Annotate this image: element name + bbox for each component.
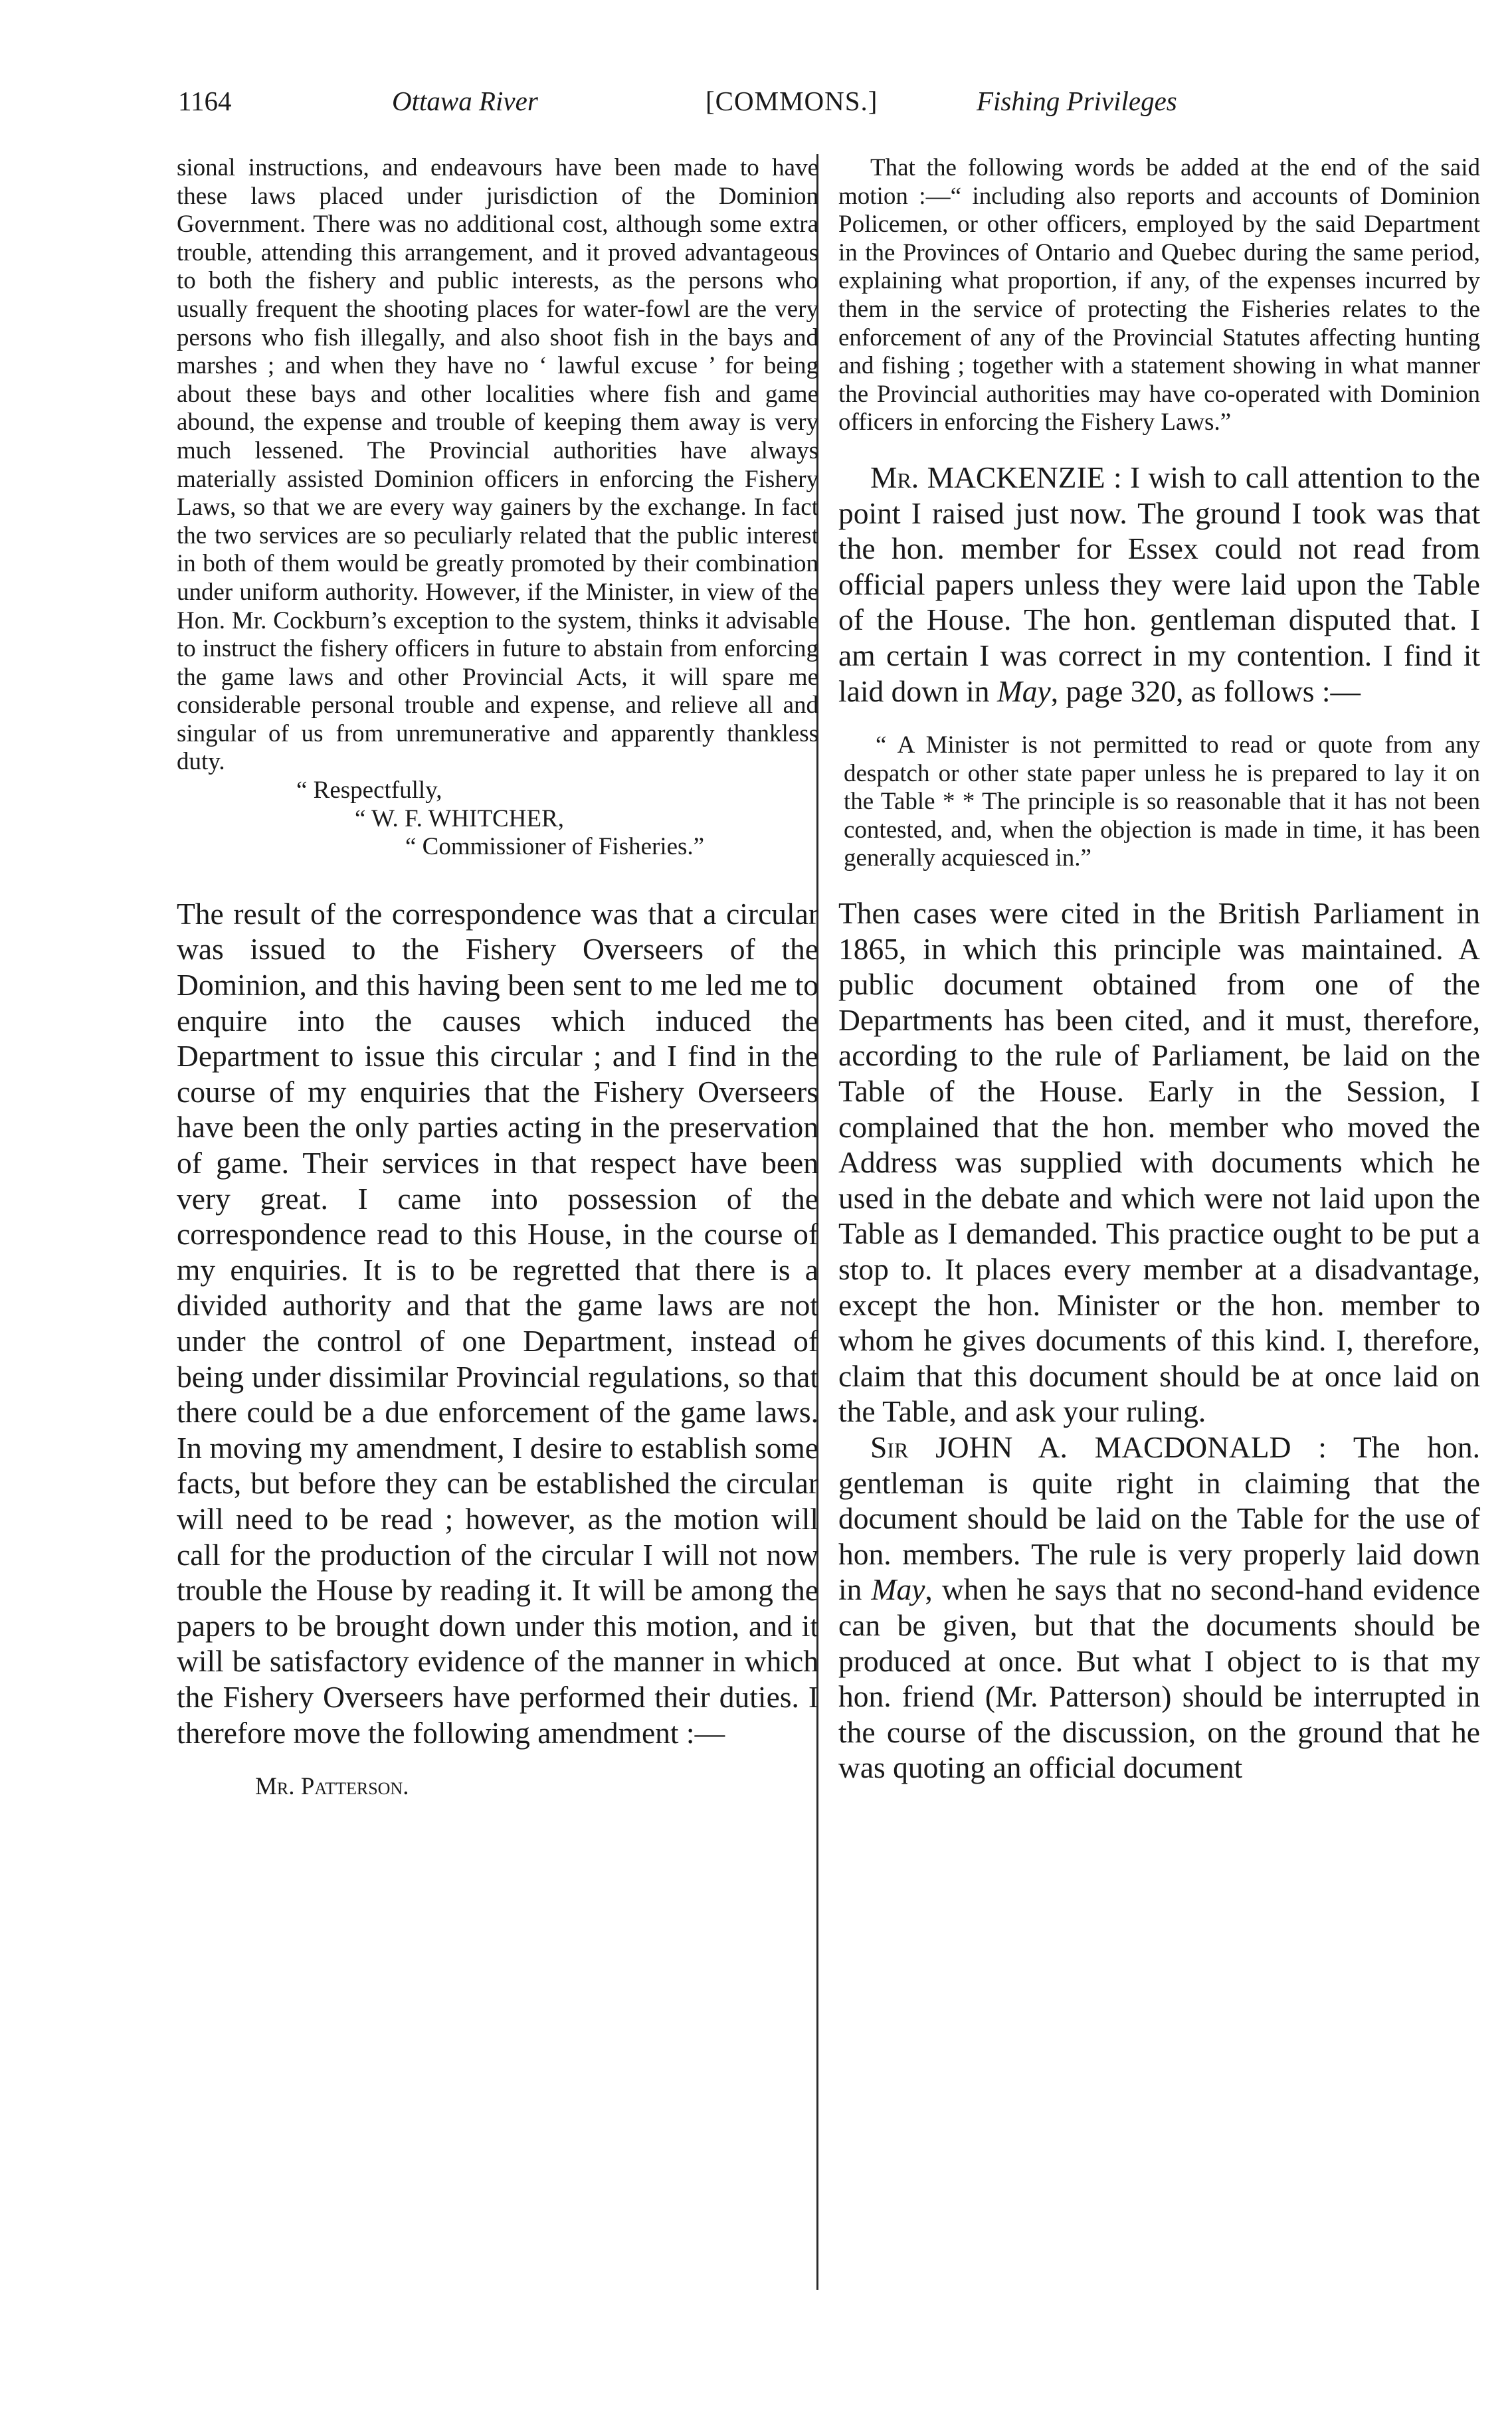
macdonald-speech-text-b: , when he says that no second-hand evidence can be given, but that the documents should be produced at once. But what I object to is that my hon. friend (Mr. Patterson) should be interrupted in the course of the discussion, on the ground that he was quoting an official document	[838, 1572, 1480, 1785]
mackenzie-speech-continued: Then cases were cited in the British Parliament in 1865, in which this principle was maintained. A public document obtained from one of the Departments has been cited, and it must, therefore, according to the rule of Parliament, be laid on the Table of the House. Early in the Session, I complained that the hon. member who moved the Address was supplied with documents which he used in the debate and which were not laid upon the Table as I demanded. This practice ought to be put a stop to. It places every member at a disadvantage, except the hon. Minister or the hon. member to whom he gives documents of this kind. I, therefore, claim that this document should be at once laid on the Table, and ask your ruling.	[838, 896, 1480, 1429]
macdonald-speech-text-a: The hon. gentleman is quite right in claiming that the document should be laid on the Table for the use of hon. members. The rule is very properly laid down in	[838, 1430, 1480, 1607]
may-reference: May	[996, 674, 1051, 708]
letter-signatory-title: “ Commissioner of Fisheries.”	[405, 833, 705, 861]
running-header	[0, 85, 1512, 125]
header-subject: Fishing Privileges	[977, 86, 1177, 116]
mackenzie-speech-end: , page 320, as follows :—	[1050, 674, 1361, 708]
header-location: Ottawa River	[392, 86, 538, 116]
mover-heading: Mr. Patterson.	[255, 1773, 409, 1801]
amendment-text: That the following words be added at the end of the said motion :—“ including also reports and accounts of Dominion Policemen, or other officers, employed by the said Department in the Provinces of Ontario and Quebec during the same period, explaining what proportion, if any, of the expenses incurred by them in the service of protecting the Fisheries relates to the enforcement of any of the Provincial Statutes affecting hunting and fishing ; together with a statement showing in what manner the Provincial authorities may have co-operated with Dominion officers in enforcing the Fishery Laws.”	[838, 154, 1480, 436]
letter-closing: “ Respectfully,	[296, 777, 442, 804]
speaker-mackenzie: Mr. MACKENZIE :	[870, 460, 1122, 494]
speaker-macdonald: Sir JOHN A. MACDONALD :	[870, 1430, 1327, 1464]
right-column	[838, 154, 1480, 1786]
header-chamber: [COMMONS.]	[706, 86, 878, 116]
speech-paragraph: The result of the correspondence was that a circular was issued to the Fishery Overseers of the Dominion, and this having been sent to me led me to enquire into the causes which induced the Department to issue this circular ; and I find in the course of my enquiries that the Fishery Overseers have been the only parties acting in the preservation of game. Their services in that respect have been very great. I came into possession of the correspondence read to this House, in the course of my enquiries. It is to be regretted that there is a divided authority and that the game laws are not under the control of one Department, instead of being under dissimilar Provincial regulations, so that there could be a due enforcement of the game laws. In moving my amendment, I desire to establish some facts, but before they can be established the circular will need to be read ; however, as the motion will call for the production of the circular I will not now trouble the House by reading it. It will be among the papers to be brought down under this motion, and it will be satisfactory evidence of the manner in which the Fishery Overseers have performed their duties. I therefore move the following amendment :—	[177, 896, 818, 1750]
macdonald-speech	[838, 1430, 1480, 1786]
letter-signatory: “ W. F. WHITCHER,	[355, 804, 564, 832]
left-column	[177, 154, 818, 1801]
mackenzie-speech	[838, 460, 1480, 709]
page-number: 1164	[178, 86, 232, 116]
may-reference-2: May	[871, 1572, 925, 1607]
letter-text: sional instructions, and endeavours have been made to have these laws placed under jurisdiction of the Dominion Government. There was no additional cost, although some extra trouble, attending this arrangement, and it proved advantageous to both the fishery and public interests, as the persons who usually frequent the shooting places for water-fowl are the very persons who fish illegally, and also shoot fish in the bays and marshes ; and when they have no ‘ lawful excuse ’ for being about these bays and other localities where fish and game abound, the expense and trouble of keeping them away is very much lessened. The Provincial authorities have always materially assisted Dominion officers in enforcing the Fishery Laws, so that we are every way gainers by the exchange. In fact the two services are so peculiarly related that the public interest in both of them would be greatly promoted by their combination under uniform authority. However, if the Minister, in view of the Hon. Mr. Cockburn’s exception to the system, thinks it advisable to instruct the fishery officers in future to abstain from enforcing the game laws and other Provincial Acts, it will spare me considerable personal trouble and expense, and relieve all and singular of us from unremunerative and apparently thankless duty.	[177, 154, 818, 776]
may-quotation: “ A Minister is not permitted to read or quote from any despatch or other state paper unless he is prepared to lay it on the Table * * The principle is so reasonable that it has not been contested, and, when the objection is made in time, it has been generally acquiesced in.”	[844, 731, 1480, 872]
mackenzie-speech-text: I wish to call attention to the point I raised just now. The ground I took was that the hon. member for Essex could not read from official papers unless they were laid upon the Table of the House. The hon. gentleman disputed that. I am certain I was correct in my contention. I find it laid down in	[838, 460, 1481, 708]
